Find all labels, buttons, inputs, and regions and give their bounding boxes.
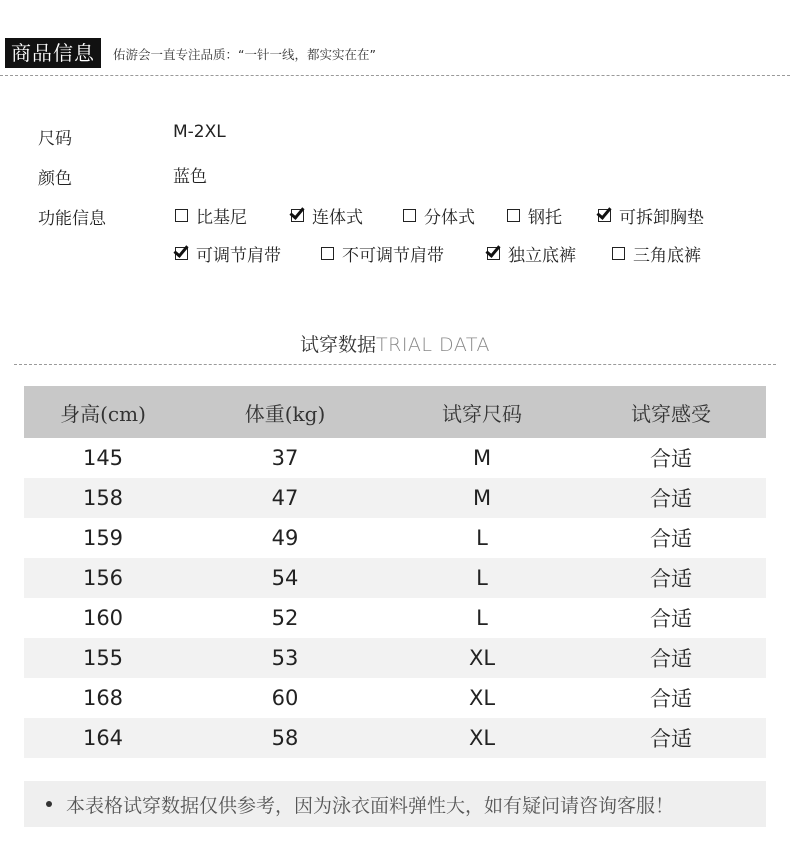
option-label: 三角底裤 — [633, 245, 701, 266]
cell-feeling: 合适 — [650, 487, 692, 511]
option-underwire — [507, 204, 562, 226]
header-height: 身高(cm) — [60, 401, 146, 426]
cell-feeling: 合适 — [650, 447, 692, 471]
cell-feeling: 合适 — [650, 567, 692, 591]
cell-weight: 60 — [271, 686, 299, 710]
cell-height: 156 — [82, 566, 124, 590]
cell-height: 160 — [82, 606, 124, 630]
option-label: 可调节肩带 — [196, 245, 281, 266]
trial-divider — [14, 364, 776, 365]
option-triangle-bottoms — [612, 242, 701, 264]
table-row — [24, 718, 766, 758]
header-feeling: 试穿感受 — [631, 401, 711, 426]
option-label: 不可调节肩带 — [342, 245, 444, 266]
size-label: 尺码 — [38, 129, 72, 149]
option-label: 钢托 — [528, 207, 562, 228]
option-fixed-straps — [321, 242, 444, 264]
cell-size: L — [476, 606, 488, 630]
cell-weight: 37 — [271, 446, 299, 470]
unchecked-checkbox-icon — [321, 247, 334, 260]
function-label: 功能信息 — [38, 209, 106, 229]
color-label: 颜色 — [38, 169, 72, 189]
option-one-piece — [291, 204, 363, 226]
cell-weight: 54 — [271, 566, 299, 590]
option-removable-pads — [598, 204, 704, 226]
checked-checkbox-icon — [175, 247, 188, 260]
cell-height: 164 — [82, 726, 124, 750]
header-size: 试穿尺码 — [442, 401, 522, 426]
table-row — [24, 558, 766, 598]
cell-weight: 58 — [271, 726, 299, 750]
checked-checkbox-icon — [291, 209, 304, 222]
header-divider — [0, 75, 790, 76]
option-adjustable-straps — [175, 242, 281, 264]
option-label: 连体式 — [312, 207, 363, 228]
cell-weight: 49 — [271, 526, 299, 550]
cell-weight: 52 — [271, 606, 299, 630]
disclaimer-text: 本表格试穿数据仅供参考，因为泳衣面料弹性大，如有疑问请咨询客服！ — [66, 794, 675, 817]
unchecked-checkbox-icon — [507, 209, 520, 222]
table-row — [24, 478, 766, 518]
cell-feeling: 合适 — [650, 687, 692, 711]
cell-height: 145 — [82, 446, 124, 470]
bullet-icon — [46, 801, 52, 807]
brand-slogan: 佑游会一直专注品质：“一针一线，都实实在在” — [113, 47, 376, 62]
cell-size: L — [476, 566, 488, 590]
table-row — [24, 638, 766, 678]
cell-height: 159 — [82, 526, 124, 550]
table-row — [24, 438, 766, 478]
cell-weight: 53 — [271, 646, 299, 670]
cell-height: 155 — [82, 646, 124, 670]
unchecked-checkbox-icon — [175, 209, 188, 222]
unchecked-checkbox-icon — [612, 247, 625, 260]
unchecked-checkbox-icon — [403, 209, 416, 222]
cell-size: M — [472, 446, 492, 470]
option-two-piece — [403, 204, 475, 226]
checked-checkbox-icon — [487, 247, 500, 260]
table-row — [24, 598, 766, 638]
trial-title-cn: 试穿数据 — [300, 334, 377, 356]
header-weight: 体重(kg) — [244, 401, 326, 426]
cell-size: XL — [468, 686, 496, 710]
option-label: 可拆卸胸垫 — [619, 207, 704, 228]
color-value: 蓝色 — [173, 167, 207, 187]
cell-feeling: 合适 — [650, 607, 692, 631]
cell-size: L — [476, 526, 488, 550]
cell-size: M — [472, 486, 492, 510]
option-bikini — [175, 204, 247, 226]
section-title: 商品信息 — [5, 38, 101, 68]
trial-data-title — [0, 330, 790, 357]
option-label: 比基尼 — [196, 207, 247, 228]
cell-feeling: 合适 — [650, 527, 692, 551]
disclaimer-note — [24, 781, 766, 827]
cell-size: XL — [468, 726, 496, 750]
table-row — [24, 678, 766, 718]
cell-height: 158 — [82, 486, 124, 510]
trial-data-table — [24, 386, 766, 758]
trial-title-en: TRIAL DATA — [376, 334, 490, 356]
checked-checkbox-icon — [598, 209, 611, 222]
cell-feeling: 合适 — [650, 647, 692, 671]
cell-size: XL — [468, 646, 496, 670]
cell-feeling: 合适 — [650, 727, 692, 751]
option-label: 分体式 — [424, 207, 475, 228]
table-header — [24, 386, 766, 438]
table-row — [24, 518, 766, 558]
cell-height: 168 — [82, 686, 124, 710]
option-label: 独立底裤 — [508, 245, 576, 266]
option-separate-bottoms — [487, 242, 576, 264]
cell-weight: 47 — [271, 486, 299, 510]
size-value: M-2XL — [173, 122, 226, 142]
